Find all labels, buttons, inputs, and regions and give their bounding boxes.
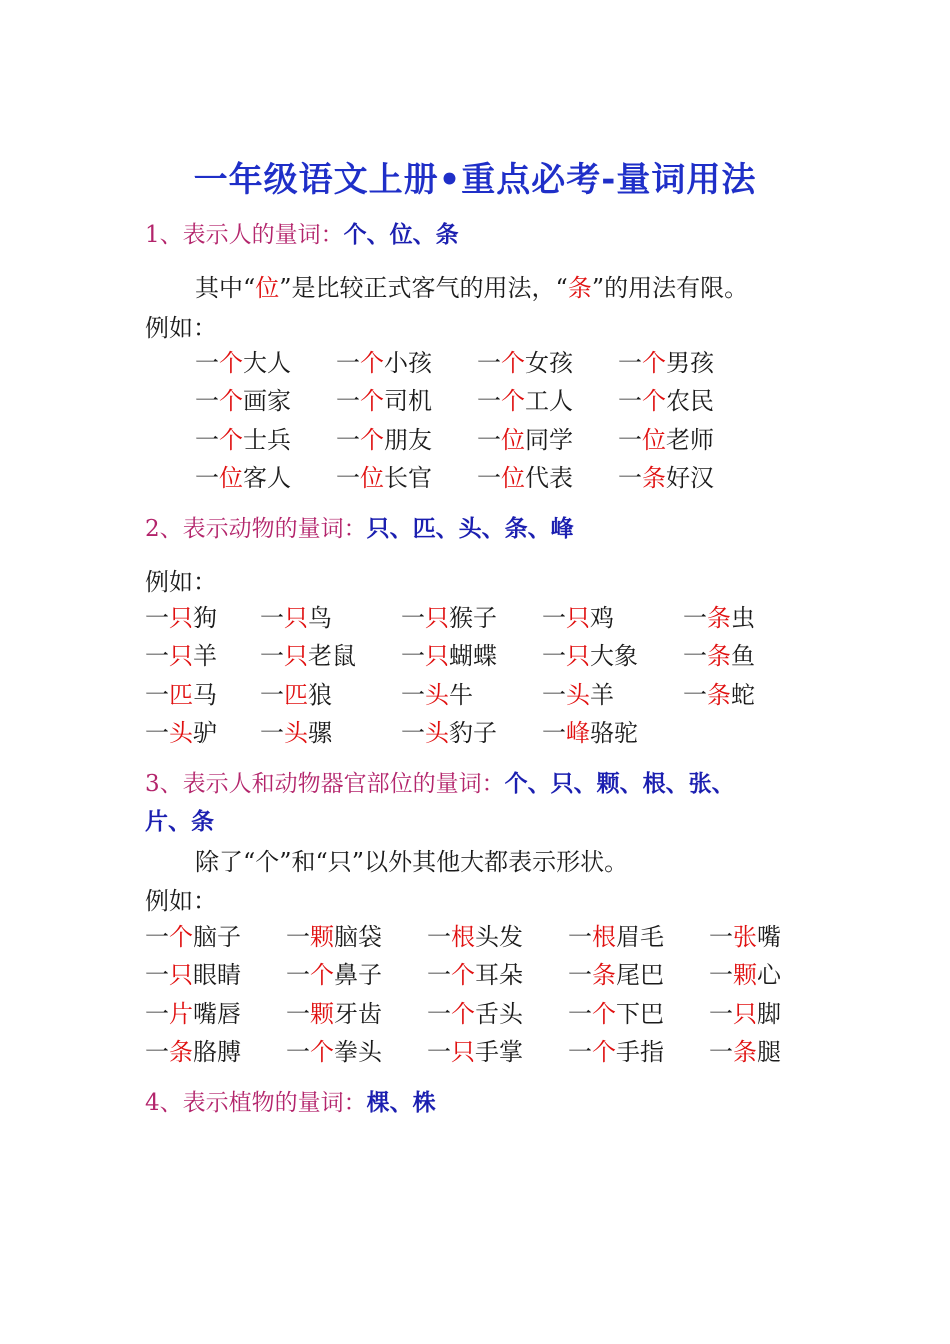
measure-word: 个	[360, 387, 384, 415]
measure-phrase	[477, 458, 573, 493]
measure-word: 个	[592, 1000, 616, 1028]
measure-phrase	[195, 343, 291, 378]
measure-word: 位	[360, 464, 384, 492]
measure-phrase	[568, 917, 664, 952]
measure-phrase	[145, 917, 241, 952]
numeral: 一	[427, 961, 451, 989]
measure-phrase	[683, 675, 755, 710]
measure-word: 头	[284, 719, 308, 747]
numeral: 一	[542, 719, 566, 747]
noun: 耳朵	[475, 961, 523, 989]
noun: 蝴蝶	[449, 642, 497, 670]
numeral: 一	[568, 961, 592, 989]
measure-phrase	[260, 598, 332, 633]
numeral: 一	[568, 1000, 592, 1028]
measure-phrase	[709, 917, 781, 952]
measure-phrase	[542, 598, 614, 633]
noun: 拳头	[334, 1038, 382, 1066]
measure-phrase	[477, 381, 573, 416]
noun: 同学	[525, 426, 573, 454]
noun: 胳膊	[193, 1038, 241, 1066]
noun: 嘴	[757, 923, 781, 951]
measure-word: 头	[425, 719, 449, 747]
measure-phrase	[195, 381, 291, 416]
section2-heading-text: 2、表示动物的量词：	[145, 516, 367, 542]
measure-word: 头	[566, 681, 590, 709]
numeral: 一	[709, 1038, 733, 1066]
numeral: 一	[401, 719, 425, 747]
measure-word: 个	[310, 1038, 334, 1066]
numeral: 一	[145, 719, 169, 747]
numeral: 一	[401, 681, 425, 709]
numeral: 一	[427, 923, 451, 951]
section1-classifiers: 个、位、条	[343, 221, 459, 248]
measure-phrase	[477, 343, 573, 378]
numeral: 一	[286, 961, 310, 989]
noun: 尾巴	[616, 961, 664, 989]
numeral: 一	[260, 604, 284, 632]
section3-note: 除了“个”和“只”以外其他大都表示形状。	[195, 848, 629, 876]
measure-word: 个	[219, 349, 243, 377]
noun: 手指	[616, 1038, 664, 1066]
noun: 脑子	[193, 923, 241, 951]
section4-classifiers: 棵、株	[366, 1089, 436, 1116]
numeral: 一	[286, 1038, 310, 1066]
measure-word: 只	[169, 604, 193, 632]
measure-phrase	[336, 420, 432, 455]
measure-word: 个	[219, 387, 243, 415]
noun: 鼻子	[334, 961, 382, 989]
section1-heading-text: 1、表示人的量词：	[145, 222, 344, 248]
numeral: 一	[709, 923, 733, 951]
measure-phrase	[401, 598, 497, 633]
numeral: 一	[145, 1038, 169, 1066]
measure-phrase	[618, 381, 714, 416]
noun: 画家	[243, 387, 291, 415]
numeral: 一	[195, 464, 219, 492]
measure-phrase	[145, 636, 217, 671]
noun: 骆驼	[590, 719, 638, 747]
noun: 下巴	[616, 1000, 664, 1028]
numeral: 一	[568, 1038, 592, 1066]
noun: 士兵	[243, 426, 291, 454]
noun: 牙齿	[334, 1000, 382, 1028]
noun: 大人	[243, 349, 291, 377]
noun: 驴	[193, 719, 217, 747]
measure-phrase	[618, 420, 714, 455]
numeral: 一	[145, 961, 169, 989]
noun: 骡	[308, 719, 332, 747]
section3-heading-cont	[145, 803, 214, 836]
measure-phrase	[336, 381, 432, 416]
numeral: 一	[618, 349, 642, 377]
measure-word: 颗	[310, 923, 334, 951]
section2-classifiers: 只、匹、头、条、峰	[366, 515, 574, 542]
measure-phrase	[477, 420, 573, 455]
noun: 舌头	[475, 1000, 523, 1028]
noun: 好汉	[666, 464, 714, 492]
noun: 狗	[193, 604, 217, 632]
numeral: 一	[542, 604, 566, 632]
noun: 客人	[243, 464, 291, 492]
measure-phrase	[427, 994, 523, 1029]
measure-phrase	[709, 994, 781, 1029]
measure-phrase	[145, 955, 241, 990]
measure-phrase	[401, 675, 473, 710]
noun: 农民	[666, 387, 714, 415]
noun: 老鼠	[308, 642, 356, 670]
measure-word: 头	[425, 681, 449, 709]
noun: 鸟	[308, 604, 332, 632]
measure-phrase	[401, 713, 497, 748]
section4-heading-text: 4、表示植物的量词：	[145, 1090, 367, 1116]
note-text: ”的用法有限。	[591, 274, 749, 302]
measure-phrase	[568, 1032, 664, 1067]
measure-word: 只	[566, 642, 590, 670]
measure-phrase	[542, 675, 614, 710]
measure-word: 只	[284, 642, 308, 670]
measure-word: 条	[707, 681, 731, 709]
measure-word: 个	[451, 1000, 475, 1028]
noun: 猴子	[449, 604, 497, 632]
measure-word: 条	[707, 642, 731, 670]
measure-phrase	[427, 917, 523, 952]
measure-word: 头	[169, 719, 193, 747]
measure-phrase	[145, 713, 217, 748]
numeral: 一	[709, 961, 733, 989]
measure-word: 根	[592, 923, 616, 951]
measure-phrase	[427, 955, 523, 990]
measure-phrase	[568, 955, 664, 990]
measure-word: 个	[219, 426, 243, 454]
measure-phrase	[542, 713, 638, 748]
measure-phrase	[286, 917, 382, 952]
measure-phrase	[336, 343, 432, 378]
measure-phrase	[427, 1032, 523, 1067]
numeral: 一	[618, 387, 642, 415]
measure-word: 条	[707, 604, 731, 632]
noun: 牛	[449, 681, 473, 709]
numeral: 一	[195, 387, 219, 415]
measure-word: 个	[501, 349, 525, 377]
measure-phrase	[286, 994, 382, 1029]
numeral: 一	[260, 642, 284, 670]
numeral: 一	[260, 719, 284, 747]
measure-phrase	[260, 675, 332, 710]
note-text: ”是比较正式客气的用法，“	[279, 274, 568, 302]
measure-word: 条	[169, 1038, 193, 1066]
measure-phrase	[542, 636, 638, 671]
measure-phrase	[618, 458, 714, 493]
noun: 工人	[525, 387, 573, 415]
measure-word: 个	[592, 1038, 616, 1066]
noun: 大象	[590, 642, 638, 670]
measure-word: 个	[169, 923, 193, 951]
numeral: 一	[336, 426, 360, 454]
numeral: 一	[618, 426, 642, 454]
measure-phrase	[336, 458, 432, 493]
section4-heading	[145, 1084, 436, 1117]
measure-phrase	[286, 955, 382, 990]
measure-phrase	[195, 458, 291, 493]
numeral: 一	[286, 923, 310, 951]
measure-word: 个	[501, 387, 525, 415]
numeral: 一	[427, 1038, 451, 1066]
section2-example-label: 例如：	[145, 568, 217, 596]
measure-word: 颗	[310, 1000, 334, 1028]
noun: 男孩	[666, 349, 714, 377]
measure-phrase	[145, 1032, 241, 1067]
measure-word: 条	[733, 1038, 757, 1066]
measure-word: 颗	[733, 961, 757, 989]
noun: 腿	[757, 1038, 781, 1066]
measure-word: 个	[642, 387, 666, 415]
measure-word: 只	[733, 1000, 757, 1028]
numeral: 一	[427, 1000, 451, 1028]
numeral: 一	[568, 923, 592, 951]
noun: 脑袋	[334, 923, 382, 951]
numeral: 一	[709, 1000, 733, 1028]
note-quoted-word: 条	[567, 274, 592, 302]
numeral: 一	[145, 1000, 169, 1028]
noun: 眉毛	[616, 923, 664, 951]
measure-word: 张	[733, 923, 757, 951]
section1-heading	[145, 216, 459, 249]
measure-word: 只	[169, 642, 193, 670]
measure-word: 位	[642, 426, 666, 454]
measure-word: 匹	[169, 681, 193, 709]
measure-word: 个	[360, 426, 384, 454]
section3-heading	[145, 765, 735, 798]
measure-word: 条	[592, 961, 616, 989]
noun: 头发	[475, 923, 523, 951]
measure-word: 只	[451, 1038, 475, 1066]
noun: 长官	[384, 464, 432, 492]
numeral: 一	[336, 464, 360, 492]
measure-word: 峰	[566, 719, 590, 747]
measure-word: 只	[284, 604, 308, 632]
section1-example-label: 例如：	[145, 314, 217, 342]
noun: 心	[757, 961, 781, 989]
numeral: 一	[145, 642, 169, 670]
measure-phrase	[401, 636, 497, 671]
section3-classifiers-line2: 片、条	[145, 808, 214, 835]
numeral: 一	[145, 604, 169, 632]
measure-word: 只	[566, 604, 590, 632]
section3-example-label: 例如：	[145, 887, 217, 915]
noun: 眼睛	[193, 961, 241, 989]
noun: 鱼	[731, 642, 755, 670]
measure-word: 个	[642, 349, 666, 377]
measure-word: 只	[169, 961, 193, 989]
noun: 朋友	[384, 426, 432, 454]
measure-word: 只	[425, 604, 449, 632]
measure-phrase	[568, 994, 664, 1029]
measure-phrase	[709, 955, 781, 990]
section3-heading-text: 3、表示人和动物器官部位的量词：	[145, 771, 505, 797]
numeral: 一	[195, 349, 219, 377]
noun: 羊	[590, 681, 614, 709]
noun: 代表	[525, 464, 573, 492]
numeral: 一	[542, 681, 566, 709]
measure-word: 个	[310, 961, 334, 989]
numeral: 一	[336, 387, 360, 415]
measure-word: 个	[451, 961, 475, 989]
noun: 鸡	[590, 604, 614, 632]
noun: 小孩	[384, 349, 432, 377]
numeral: 一	[618, 464, 642, 492]
measure-word: 个	[360, 349, 384, 377]
numeral: 一	[542, 642, 566, 670]
measure-phrase	[683, 636, 755, 671]
measure-phrase	[260, 713, 332, 748]
measure-word: 位	[501, 426, 525, 454]
noun: 虫	[731, 604, 755, 632]
measure-phrase	[286, 1032, 382, 1067]
noun: 蛇	[731, 681, 755, 709]
numeral: 一	[260, 681, 284, 709]
section3-classifiers-line1: 个、只、颗、根、张、	[504, 770, 735, 797]
noun: 马	[193, 681, 217, 709]
page-title: 一年级语文上册•重点必考-量词用法	[193, 160, 757, 200]
measure-word: 位	[501, 464, 525, 492]
noun: 狼	[308, 681, 332, 709]
numeral: 一	[401, 604, 425, 632]
noun: 豹子	[449, 719, 497, 747]
numeral: 一	[336, 349, 360, 377]
measure-word: 只	[425, 642, 449, 670]
measure-word: 位	[219, 464, 243, 492]
numeral: 一	[145, 681, 169, 709]
numeral: 一	[683, 642, 707, 670]
measure-word: 条	[642, 464, 666, 492]
measure-phrase	[709, 1032, 781, 1067]
section2-heading	[145, 510, 574, 543]
measure-phrase	[145, 675, 217, 710]
numeral: 一	[477, 387, 501, 415]
numeral: 一	[683, 604, 707, 632]
measure-word: 片	[169, 1000, 193, 1028]
noun: 老师	[666, 426, 714, 454]
numeral: 一	[145, 923, 169, 951]
section1-note	[195, 268, 748, 303]
numeral: 一	[286, 1000, 310, 1028]
note-text: 其中“	[195, 274, 256, 302]
note-quoted-word: 位	[255, 274, 280, 302]
measure-phrase	[145, 994, 241, 1029]
numeral: 一	[477, 464, 501, 492]
measure-phrase	[260, 636, 356, 671]
numeral: 一	[401, 642, 425, 670]
measure-phrase	[145, 598, 217, 633]
measure-phrase	[195, 420, 291, 455]
numeral: 一	[477, 426, 501, 454]
noun: 司机	[384, 387, 432, 415]
numeral: 一	[477, 349, 501, 377]
noun: 女孩	[525, 349, 573, 377]
noun: 脚	[757, 1000, 781, 1028]
noun: 羊	[193, 642, 217, 670]
noun: 手掌	[475, 1038, 523, 1066]
measure-word: 根	[451, 923, 475, 951]
noun: 嘴唇	[193, 1000, 241, 1028]
measure-phrase	[683, 598, 755, 633]
numeral: 一	[683, 681, 707, 709]
measure-word: 匹	[284, 681, 308, 709]
numeral: 一	[195, 426, 219, 454]
measure-phrase	[618, 343, 714, 378]
